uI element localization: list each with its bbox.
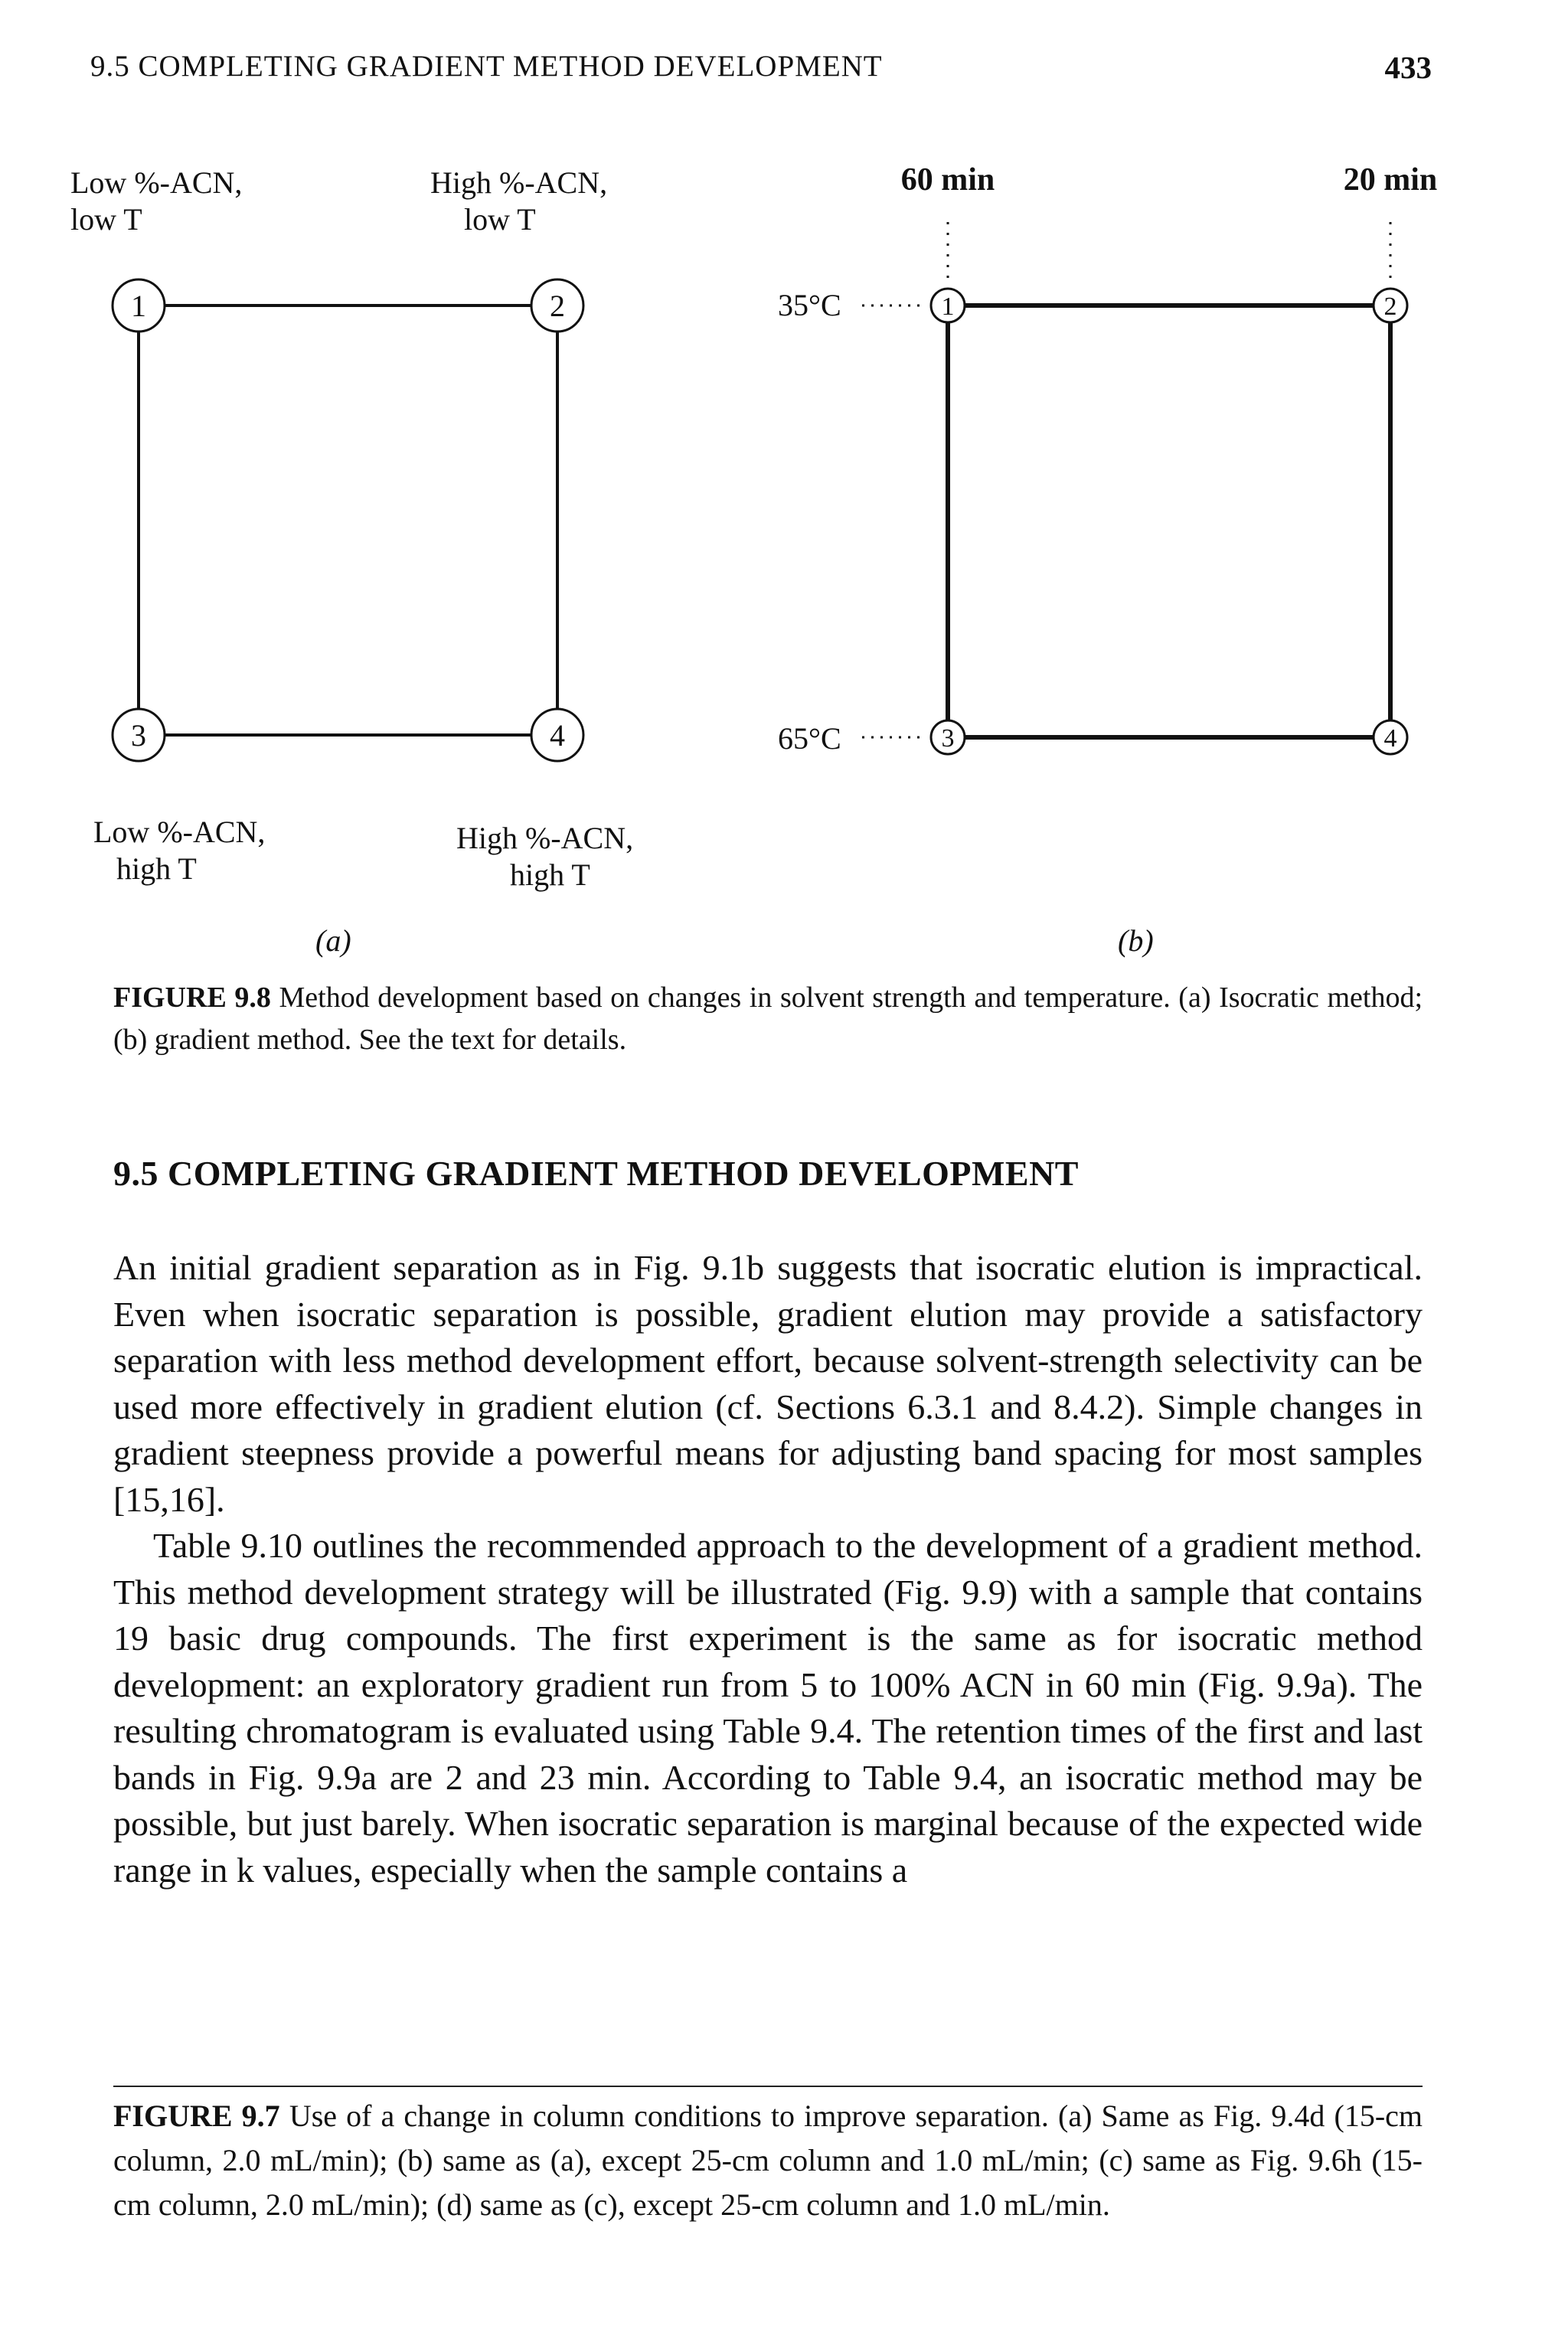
panel-b-top-temp: 35°C — [778, 288, 841, 322]
panel-a-top-left-label-line2: low T — [70, 202, 142, 237]
panel-b-node-4 — [1374, 720, 1407, 754]
panel-b — [778, 162, 1437, 958]
panel-a-bottom-right-label-line2: high T — [510, 858, 590, 892]
panel-a-bottom-right-label-line1: High %-ACN, — [456, 821, 634, 855]
figure-9-8-caption — [113, 977, 1423, 1061]
figure-9-8-caption-label: FIGURE 9.8 — [113, 982, 271, 1014]
panel-a-top-right-label-line1: High %-ACN, — [430, 165, 608, 200]
figure-9-7-caption-text: Use of a change in column conditions to improve separation. (a) Same as Fig. 9.4d (15-cm column, 2.0 mL/min); (b) same as (a), except 25-cm column and 1.0 mL/min; (c) same as Fig. 9.6h (15-cm column, 2.0 mL/min); (d) same as (c), except 25-cm column and 1.0 mL/min. — [113, 2099, 1423, 2222]
panel-b-node-3-label: 3 — [941, 724, 955, 753]
body-paragraph: Table 9.10 outlines the recommended approach to the development of a gradient method. This method development strategy will be illustrated (Fig. 9.9) with a sample that contains 19 basic drug compounds. The first experiment is the same as for isocratic method development: an exploratory gradient run from 5 to 100% ACN in 60 min (Fig. 9.9a). The resulting chromatogram is evaluated using Table 9.4. The retention times of the first and last bands in Fig. 9.9a are 2 and 23 min. According to Table 9.4, an isocratic method may be possible, but just barely. When isocratic separation is marginal because of the expected wide range in k values, especially when the sample contains a — [113, 1526, 1423, 1890]
panel-a-node-3-label: 3 — [131, 718, 146, 753]
panel-b-node-3 — [931, 720, 965, 754]
panel-a-node-1 — [113, 279, 165, 332]
section-heading: 9.5 COMPLETING GRADIENT METHOD DEVELOPMENT — [113, 1154, 1079, 1193]
panel-a-node-2 — [531, 279, 583, 332]
page-number: 433 — [1384, 50, 1432, 85]
figure-9-8-caption-text: Method development based on changes in solvent strength and temperature. (a) Isocratic method; (b) gradient method. See the text for details. — [113, 982, 1423, 1056]
panel-a-bottom-left-label-line2: high T — [116, 851, 197, 886]
figure-9-7-caption — [113, 2094, 1423, 2227]
panel-b-label: (b) — [1118, 923, 1154, 958]
panel-a-node-3 — [113, 709, 165, 761]
panel-b-node-2 — [1374, 289, 1407, 322]
section-body — [113, 1245, 1423, 1893]
panel-b-node-4-label: 4 — [1383, 724, 1397, 753]
panel-a-bottom-left-label-line1: Low %-ACN, — [93, 815, 266, 849]
running-title: 9.5 COMPLETING GRADIENT METHOD DEVELOPMENT — [90, 50, 883, 83]
figure-9-7-caption-label: FIGURE 9.7 — [113, 2099, 280, 2133]
panel-b-node-1-label: 1 — [941, 292, 955, 321]
panel-a-node-4-label: 4 — [550, 718, 565, 753]
figure-9-8-diagram — [0, 0, 1568, 965]
panel-a-top-right-label-line2: low T — [464, 202, 536, 237]
panel-b-node-1 — [931, 289, 965, 322]
panel-b-right-time: 20 min — [1343, 162, 1438, 198]
panel-b-left-time: 60 min — [900, 162, 995, 198]
panel-a-node-2-label: 2 — [550, 289, 565, 323]
panel-a — [70, 165, 633, 958]
body-paragraph: An initial gradient separation as in Fig. 9.1b suggests that isocratic elution is impractical. Even when isocratic separation is possible, gradient elution may provide a satisfactory separation with less method development effort, because solvent-strength selectivity can be used more effectively in gradient elution (cf. Sections 6.3.1 and 8.4.2). Simple changes in gradient steepness provide a powerful means for adjusting band spacing for most samples [15,16]. — [113, 1248, 1423, 1519]
panel-b-bottom-temp: 65°C — [778, 721, 841, 756]
panel-b-node-2-label: 2 — [1383, 292, 1397, 321]
panel-a-node-4 — [531, 709, 583, 761]
panel-a-node-1-label: 1 — [131, 289, 146, 323]
panel-a-label: (a) — [315, 923, 351, 958]
caption-separator-rule — [113, 2086, 1423, 2087]
panel-a-top-left-label-line1: Low %-ACN, — [70, 165, 243, 200]
